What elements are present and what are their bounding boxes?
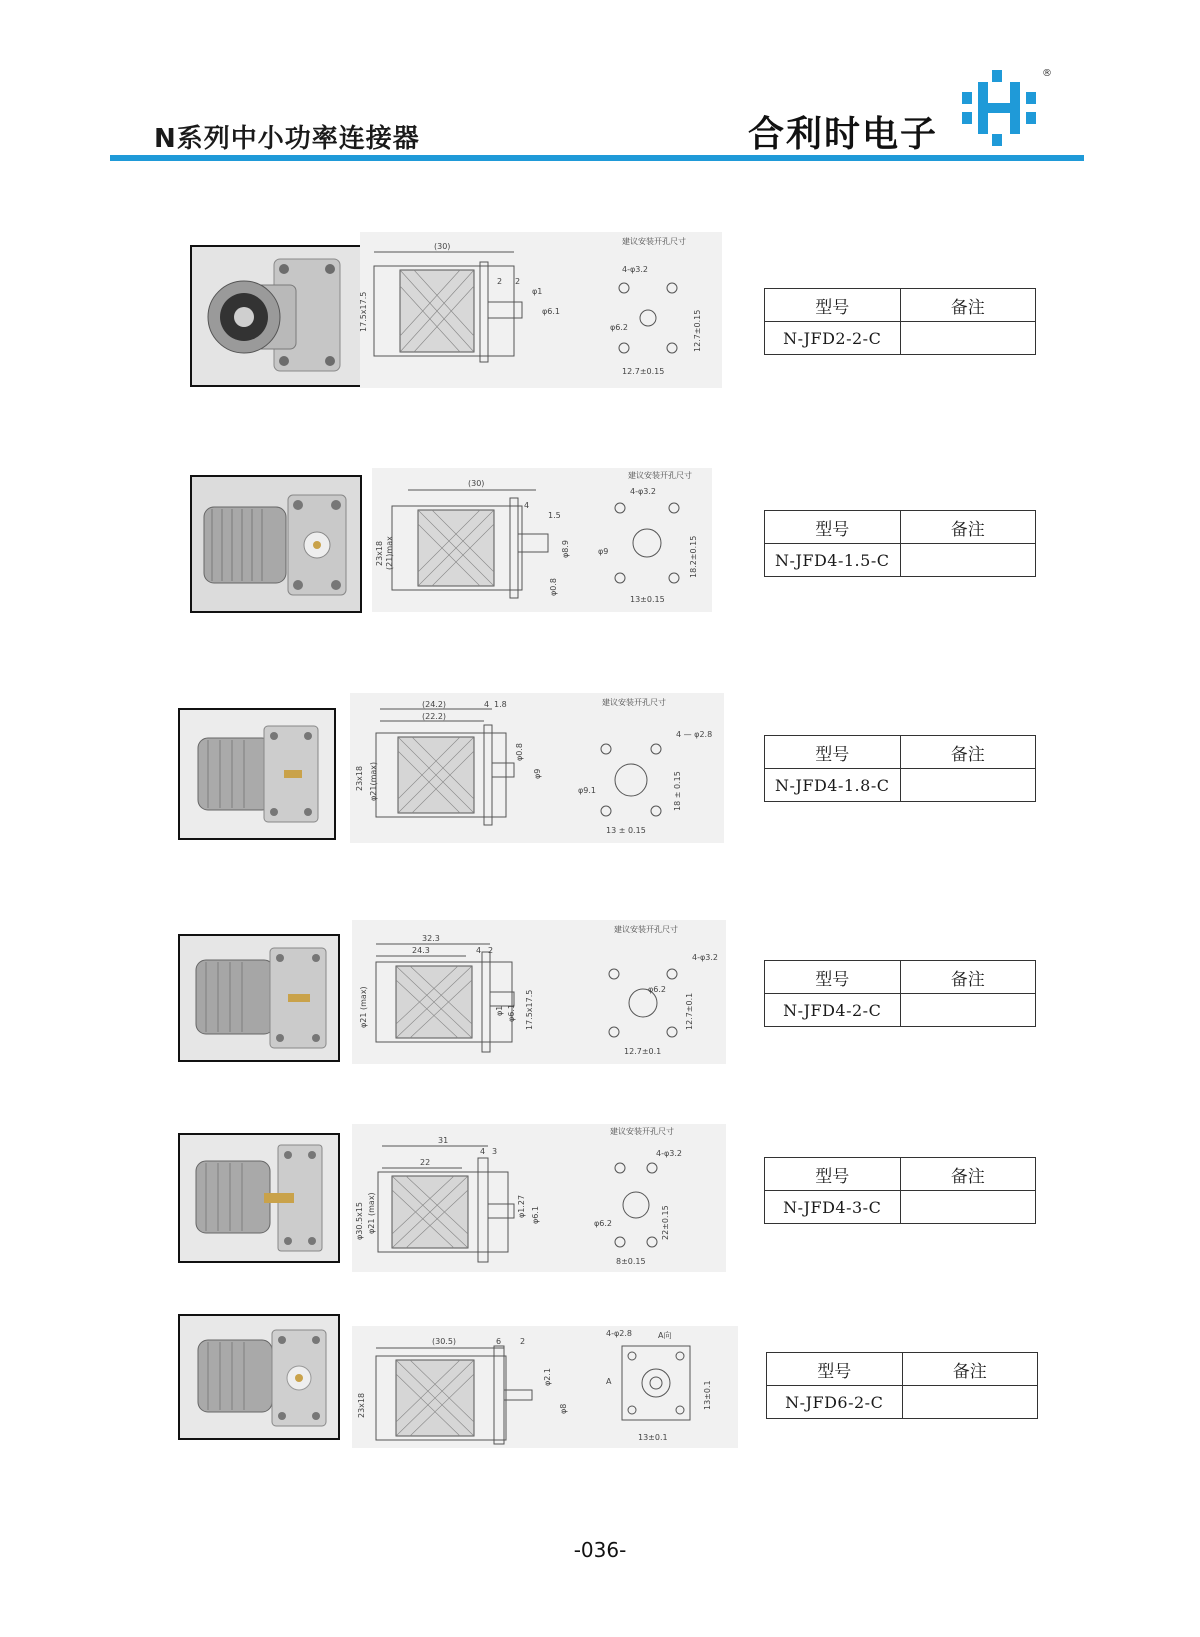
page-number: -036-: [573, 1538, 627, 1562]
note-header: 备注: [900, 736, 1036, 769]
dim-pitch-h: 13±0.15: [630, 595, 665, 604]
drawing-caption: 建议安装开孔尺寸: [622, 237, 686, 246]
dim-pitch-v: 12.7±0.1: [685, 992, 694, 1030]
dim-holes: 4-φ3.2: [692, 953, 718, 962]
hls-logo-icon: [962, 70, 1040, 146]
dim-pin: φ0.8: [515, 743, 524, 761]
dim-d2: 1.5: [548, 511, 561, 520]
dim-pitch-h: 13 ± 0.15: [606, 826, 646, 835]
dim-d2: 3: [492, 1147, 498, 1156]
drawing-view-mark: A: [606, 1377, 612, 1386]
product-photo: [190, 245, 362, 387]
note-header: 备注: [900, 511, 1036, 544]
dim-diam: φ9: [533, 768, 542, 779]
dim-body: 23x18: [355, 765, 364, 791]
dim-holes: 4-φ3.2: [630, 487, 656, 496]
model-header: 型号: [765, 289, 901, 322]
note-header: 备注: [900, 1158, 1036, 1191]
model-header: 型号: [765, 736, 901, 769]
dim-body: 23x18: [375, 540, 384, 566]
dim-maxd: φ21(max): [369, 761, 378, 801]
dim-d1: 4: [484, 700, 490, 709]
dim-holes: 4-φ3.2: [622, 265, 648, 274]
dim-length2: 24.3: [412, 946, 430, 955]
spec-table: [764, 960, 1036, 1027]
technical-drawing: [350, 693, 724, 843]
model-header: 型号: [765, 511, 901, 544]
dim-pitch-v: 18 ± 0.15: [673, 771, 682, 811]
product-photo: [178, 1314, 340, 1440]
dim-length: 32.3: [422, 934, 440, 943]
dim-maxd: (21)max: [385, 536, 394, 570]
drawing-caption: 建议安装开孔尺寸: [610, 1127, 674, 1136]
note-value: [900, 544, 1036, 577]
model-header: 型号: [765, 1158, 901, 1191]
dim-maxd: φ21 (max): [367, 1192, 376, 1234]
note-header: 备注: [900, 961, 1036, 994]
model-value: N-JFD4-2-C: [765, 994, 901, 1027]
dim-d2: 2: [515, 277, 521, 286]
drawing-view-label: A向: [658, 1331, 672, 1340]
note-header: 备注: [900, 289, 1036, 322]
dim-pitch-h: 8±0.15: [616, 1257, 646, 1266]
dim-length: (24.2): [422, 700, 447, 709]
note-value: [900, 322, 1036, 355]
dim-pin: φ1: [495, 1005, 504, 1016]
connector-photo-icon: [180, 1316, 338, 1438]
connector-photo-icon: [180, 1135, 338, 1261]
dim-d1: 6: [496, 1337, 502, 1346]
drawing-caption: 建议安装开孔尺寸: [614, 925, 678, 934]
model-header: 型号: [765, 961, 901, 994]
dim-pitch-v: 12.7±0.15: [693, 309, 702, 352]
dim-pin: φ1.27: [517, 1194, 526, 1218]
dim-pitch-v: 22±0.15: [661, 1205, 670, 1240]
model-value: N-JFD6-2-C: [767, 1386, 903, 1419]
note-value: [902, 1386, 1038, 1419]
dim-length: (30): [468, 479, 485, 488]
brand-name: 合利时电子: [748, 114, 939, 155]
dim-pin: φ1: [532, 287, 543, 296]
dim-pitch-v: 13±0.1: [703, 1380, 712, 1410]
dim-center: φ9: [598, 547, 609, 556]
drawing-caption: 建议安装开孔尺寸: [602, 698, 666, 707]
technical-drawing: [372, 468, 712, 612]
dim-holes: 4 — φ2.8: [676, 730, 713, 739]
dim-d1: 4: [480, 1147, 486, 1156]
dim-pitch-h: 12.7±0.15: [622, 367, 665, 376]
dim-holes: 4-φ3.2: [656, 1149, 682, 1158]
dim-body: 17.5x17.5: [359, 291, 368, 332]
catalog-section-title: N系列中小功率连接器: [154, 124, 420, 154]
dim-center: φ6.2: [648, 985, 666, 994]
dim-maxd: φ21 (max): [359, 986, 368, 1028]
model-header: 型号: [767, 1353, 903, 1386]
dim-center: φ6.2: [610, 323, 628, 332]
dim-pitch-h: 13±0.1: [638, 1433, 668, 1442]
dim-diam: φ6.1: [507, 1004, 516, 1022]
dim-pitch-v: 18.2±0.15: [689, 535, 698, 578]
model-value: N-JFD4-3-C: [765, 1191, 901, 1224]
note-value: [900, 994, 1036, 1027]
dim-pin: φ2.1: [543, 1368, 552, 1386]
dim-d1: 2: [497, 277, 503, 286]
dim-d1: 4: [476, 946, 482, 955]
connector-photo-icon: [180, 936, 338, 1060]
dim-center: φ9.1: [578, 786, 596, 795]
spec-table: [764, 1157, 1036, 1224]
header-rule: [110, 155, 1084, 161]
connector-photo-icon: [192, 247, 360, 385]
dim-length2: 22: [420, 1158, 431, 1167]
product-photo: [190, 475, 362, 613]
spec-table: [766, 1352, 1038, 1419]
model-value: N-JFD4-1.8-C: [765, 769, 901, 802]
product-photo: [178, 708, 336, 840]
technical-drawing: [352, 1124, 726, 1272]
spec-table: [764, 510, 1036, 577]
dim-length: (30): [434, 242, 451, 251]
note-value: [900, 1191, 1036, 1224]
dim-length: 31: [438, 1136, 449, 1145]
dim-d2: 1.8: [494, 700, 507, 709]
dim-d1: 4: [524, 501, 530, 510]
dim-pitch-h: 12.7±0.1: [624, 1047, 662, 1056]
model-value: N-JFD4-1.5-C: [765, 544, 901, 577]
note-header: 备注: [902, 1353, 1038, 1386]
registered-mark: ®: [1042, 68, 1052, 79]
dim-diam: φ8: [559, 1403, 568, 1414]
dim-d2: 2: [520, 1337, 526, 1346]
dim-body: 17.5x17.5: [525, 989, 534, 1030]
connector-photo-icon: [192, 477, 360, 611]
note-value: [900, 769, 1036, 802]
technical-drawing: [352, 1326, 738, 1448]
dim-diam: φ8.9: [561, 540, 570, 558]
drawing-caption: 建议安装开孔尺寸: [628, 471, 692, 480]
model-value: N-JFD2-2-C: [765, 322, 901, 355]
dim-body: 23x18: [357, 1392, 366, 1418]
dim-pin: φ0.8: [549, 578, 558, 596]
connector-photo-icon: [180, 710, 334, 838]
dim-length2: (22.2): [422, 712, 447, 721]
technical-drawing: [352, 920, 726, 1064]
spec-table: [764, 735, 1036, 802]
technical-drawing: [360, 232, 722, 388]
spec-table: [764, 288, 1036, 355]
dim-diam: φ6.1: [531, 1206, 540, 1224]
dim-body: φ30.5x15: [355, 1201, 364, 1240]
dim-holes: 4-φ2.8: [606, 1329, 632, 1338]
dim-diam: φ6.1: [542, 307, 560, 316]
product-photo: [178, 1133, 340, 1263]
dim-center: φ6.2: [594, 1219, 612, 1228]
product-photo: [178, 934, 340, 1062]
dim-length: (30.5): [432, 1337, 457, 1346]
dim-d2: 2: [488, 946, 494, 955]
